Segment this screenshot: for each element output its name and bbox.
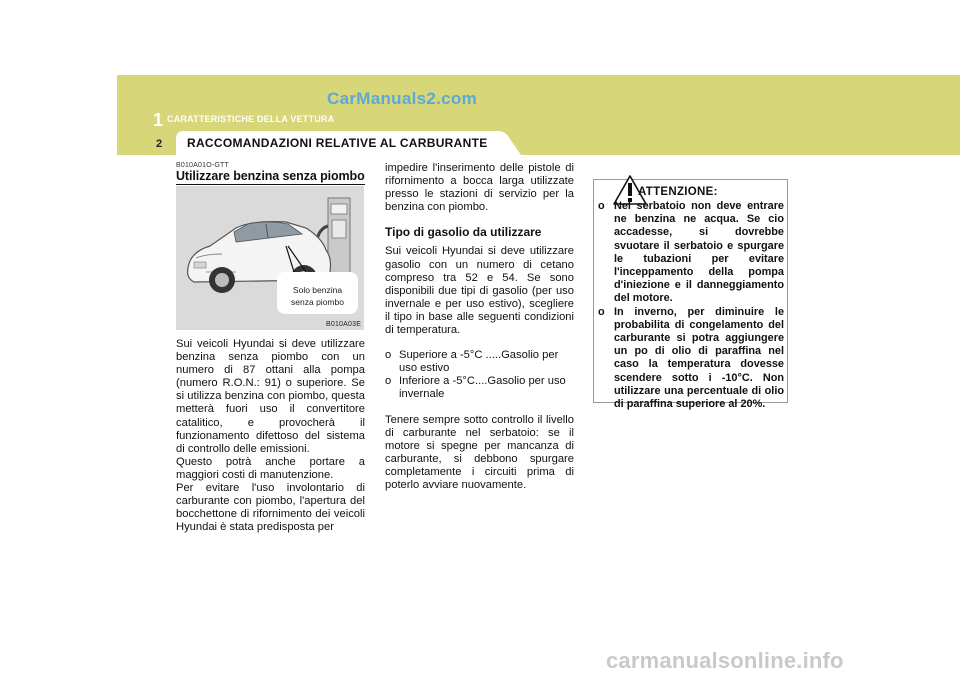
tab-title: RACCOMANDAZIONI RELATIVE AL CARBURANTE <box>187 136 488 150</box>
left-paragraph-3: Per evitare l'uso involontario di carburante con piombo, l'apertura del bocchettone di rifornimento dei veicoli Hyundai è stata predisposta per <box>176 482 365 534</box>
warning-bullet: o <box>598 200 605 212</box>
bullet-winter-text: Inferiore a -5°C....Gasolio per uso invernale <box>399 375 566 401</box>
middle-paragraph-3: Tenere sempre sotto controllo il livello di carburante nel serbatoio: se il motore si spegne per mancanza di carburante, si debbono spurgare completamente i circuiti prima di poterlo avviare nuovamente. <box>385 413 574 491</box>
section-code: B010A01O-GTT <box>176 162 229 169</box>
figure-callout <box>277 272 358 314</box>
figure-code: B010A03E <box>326 321 362 328</box>
section-title: CARATTERISTICHE DELLA VETTURA <box>167 114 335 124</box>
page-number: 2 <box>156 138 163 150</box>
watermark-top[interactable]: CarManuals2.com <box>327 89 477 108</box>
section-tab <box>176 131 521 155</box>
section-number: 1 <box>153 110 164 130</box>
warning-bullet: o <box>598 305 605 318</box>
heading-underline <box>176 184 365 185</box>
left-paragraph-2: Questo potrà anche portare a maggiori costi di manutenzione. <box>176 455 365 481</box>
middle-column-text <box>385 162 574 492</box>
warning-item-2 <box>598 306 784 412</box>
bullet-summer-text: Superiore a -5°C .....Gasolio per uso estivo <box>399 349 559 375</box>
callout-line-2: senza piombo <box>291 297 344 307</box>
warning-body <box>598 200 784 411</box>
heading-diesel: Tipo di gasolio da utilizzare <box>385 225 542 240</box>
warning-title: ATTENZIONE: <box>638 186 718 198</box>
callout-line-1: Solo benzina <box>292 285 343 295</box>
bullet-winter <box>385 375 574 401</box>
watermark-bottom[interactable]: carmanualsonline.info <box>606 648 844 673</box>
bullet-summer <box>385 349 574 375</box>
middle-paragraph-2: Sui veicoli Hyundai si deve utilizzare gasolio con un numero di cetano compreso tra 52 e 54. Se sono disponibili due tipi di gasolio (per uso invernale e per uso estivo), scegliere il tipo in base alle seguenti condizioni di temperatura. <box>385 245 574 337</box>
heading-unleaded: Utilizzare benzina senza piombo <box>176 169 365 183</box>
warning-item-1 <box>598 200 784 306</box>
middle-paragraph-1: impedire l'inserimento delle pistole di rifornimento a bocca larga utilizzate presso le stazioni di servizio per la benzina con piombo. <box>385 162 574 214</box>
left-paragraph-1: Sui veicoli Hyundai si deve utilizzare benzina senza piombo con un numero di 87 ottani alla pompa (numero R.O.N.: 91) o superiore. Se si utilizza benzina con piombo, questa metterà fuori uso il convertitore catalitico, e provocherà il funzionamento difettoso del sistema di controllo delle emissioni. <box>176 338 365 455</box>
warning-item-1-text: Nel serbatoio non deve entrare ne benzina ne acqua. Se cio accadesse, si dovrebbe svuotare il serbatoio e spurgare le tubazioni per evitare l'inceppamento della pompa d'iniezione e il danneggiamento del motore. <box>614 200 784 305</box>
warning-item-2-text: In inverno, per diminuire le probabilita di congelamento del carburante si potra aggiungere un po di olio di paraffina nel caso la temperatura dovesse scendere sotto i -10°C. Non utilizzare una percentuale di olio di paraffina superiore al 20%. <box>614 305 784 411</box>
figure-callout-text <box>277 284 358 308</box>
left-column-text <box>176 338 365 534</box>
bullet-marker: o <box>385 349 392 362</box>
warning-box <box>593 179 788 411</box>
bullet-marker: o <box>385 375 392 388</box>
